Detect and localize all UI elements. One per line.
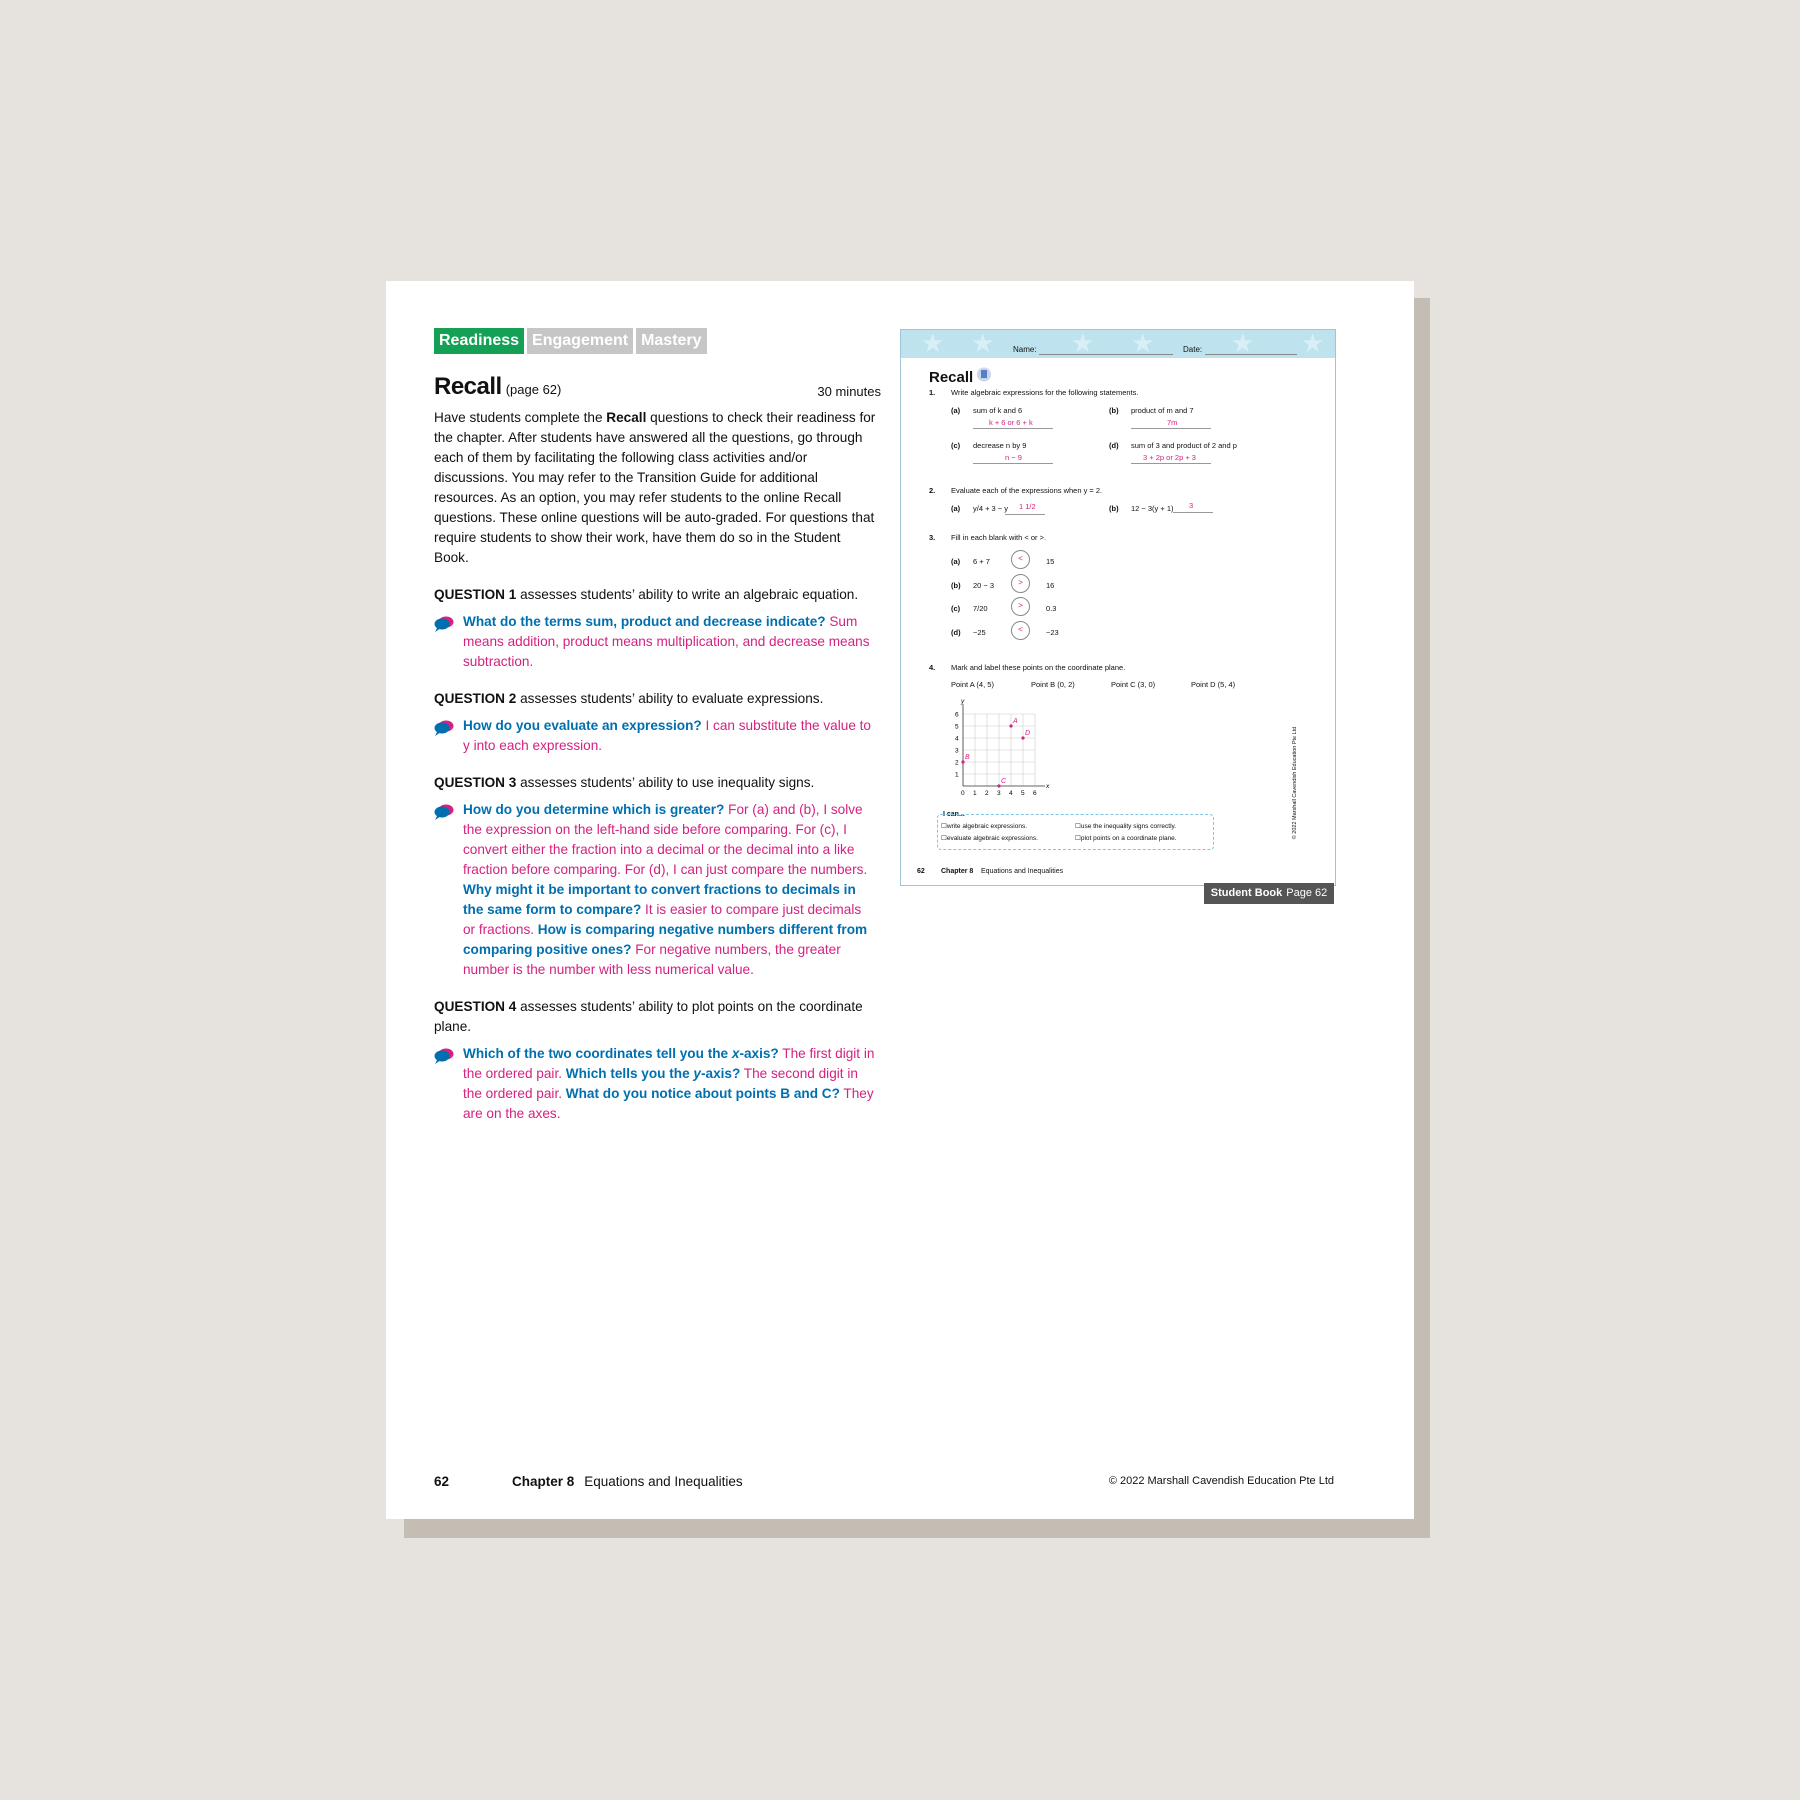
x-tick-label: 4 — [1009, 790, 1013, 797]
x-tick-label: 6 — [1033, 790, 1037, 797]
sb-compare-left: 6 + 7 — [973, 557, 990, 566]
question-label: QUESTION 1 — [434, 587, 517, 602]
ican-title: I can... — [943, 811, 965, 818]
checkbox-icon: ☐ — [941, 823, 947, 830]
discussion-block — [434, 716, 876, 756]
sb-point-label: Point A (4, 5) — [951, 680, 994, 689]
checkbox-icon: ☐ — [1075, 835, 1081, 842]
answer-line — [1173, 512, 1213, 513]
discussion-answer: Sum means addition, product means multiplication, and decrease means subtraction. — [463, 614, 870, 669]
axis-letter: x — [731, 1046, 740, 1061]
sb-point-label: Point C (3, 0) — [1111, 680, 1156, 689]
book-icon — [977, 367, 991, 382]
sb-compare-left: −25 — [973, 628, 986, 637]
point-label: A — [1013, 718, 1018, 725]
sb-footer-chapter: Chapter 8 — [941, 868, 974, 875]
question-2-heading — [434, 689, 876, 709]
discussion-block — [434, 800, 876, 980]
speech-bubble-icon — [434, 800, 463, 980]
x-axis-label: x — [1046, 783, 1050, 790]
sb-q-number: 3. — [929, 533, 936, 542]
star-icon: ★ — [1071, 329, 1095, 358]
chapter-label: Chapter 8 — [512, 1474, 575, 1489]
question-label: QUESTION 2 — [434, 691, 517, 706]
question-1-heading — [434, 585, 876, 605]
question-label: QUESTION 3 — [434, 775, 517, 790]
discussion-question-end: -axis? — [739, 1046, 779, 1061]
student-book-page-label — [1204, 883, 1334, 904]
discussion-answer: The second digit in the ordered pair. — [463, 1066, 858, 1101]
y-tick-label: 5 — [955, 723, 959, 731]
x-tick-label: 3 — [997, 790, 1001, 797]
name-label: Name: — [1013, 345, 1037, 354]
speech-bubble-icon — [434, 716, 463, 756]
sb-item-tag: (a) — [951, 406, 961, 415]
tab-mastery: Mastery — [636, 328, 706, 354]
sb-item-tag: (a) — [951, 504, 961, 513]
intro-bold: Recall — [606, 410, 647, 425]
sb-footer-page: 62 — [917, 868, 925, 875]
student-book-title — [929, 367, 991, 386]
sb-item-text: y/4 + 3 − y — [973, 504, 1009, 513]
sb-q4-text: Mark and label these points on the coordinate plane. — [951, 663, 1126, 672]
sb-compare-left: 20 − 3 — [973, 581, 995, 590]
star-icon: ★ — [921, 329, 945, 358]
y-tick-label: 1 — [955, 771, 959, 779]
student-book-page — [900, 329, 1336, 886]
intro-paragraph — [434, 408, 876, 568]
star-icon: ★ — [971, 329, 995, 358]
date-label: Date: — [1183, 345, 1203, 354]
discussion-answer: The first digit in the ordered pair. — [463, 1046, 875, 1081]
discussion-question: How do you determine which is greater? — [463, 802, 725, 817]
question-desc: assesses students’ ability to evaluate expressions. — [516, 691, 824, 706]
sb-point-label: Point B (0, 2) — [1031, 680, 1075, 689]
page-number: 62 — [434, 1474, 450, 1489]
question-desc: assesses students’ ability to write an algebraic equation. — [516, 587, 859, 602]
sb-compare-sign: > — [1011, 574, 1030, 593]
x-tick-label: 2 — [985, 790, 989, 797]
sb-point-label: Point D (5, 4) — [1191, 680, 1236, 689]
sb-footer-title: Equations and Inequalities — [981, 868, 1064, 875]
axis-letter: y — [693, 1066, 701, 1081]
sb-compare-right: 15 — [1046, 557, 1055, 566]
speech-bubble-icon — [434, 1044, 463, 1124]
discussion-question: How do you evaluate an expression? — [463, 718, 702, 733]
lesson-stage-tabs — [434, 328, 707, 354]
ican-item — [941, 822, 1027, 830]
ican-item-text: plot points on a coordinate plane. — [1080, 835, 1177, 842]
question-label: QUESTION 4 — [434, 999, 517, 1014]
duration: 30 minutes — [817, 384, 881, 399]
star-icon: ★ — [1231, 329, 1255, 358]
sb-item-text: sum of 3 and product of 2 and p — [1131, 441, 1237, 450]
question-desc: assesses students’ ability to use inequality signs. — [516, 775, 815, 790]
sb-compare-right: 0.3 — [1046, 604, 1057, 613]
checkbox-icon: ☐ — [1075, 823, 1081, 830]
answer-line — [1005, 514, 1045, 515]
y-tick-label: 2 — [955, 759, 959, 767]
question-desc: assesses students’ ability to plot points on the coordinate plane. — [434, 999, 863, 1034]
question-3-heading — [434, 773, 876, 793]
answer-line — [973, 463, 1053, 464]
star-icon: ★ — [1131, 329, 1155, 358]
sb-answer: 1 1/2 — [1019, 502, 1036, 511]
chapter-footer — [512, 1474, 743, 1489]
sb-q-number: 4. — [929, 663, 936, 672]
label-bold: Student Book — [1210, 887, 1283, 899]
sb-compare-sign: < — [1011, 621, 1030, 640]
title-text: Recall — [434, 373, 502, 400]
sb-item-tag: (d) — [1109, 441, 1119, 450]
y-tick-label: 3 — [955, 747, 959, 755]
ican-item — [941, 834, 1038, 842]
sb-item-tag: (c) — [951, 441, 961, 450]
checkbox-icon: ☐ — [941, 835, 947, 842]
sb-item-text: 12 − 3(y + 1) — [1131, 504, 1174, 513]
discussion-question: How is comparing negative numbers different from comparing positive ones? — [463, 922, 868, 957]
answer-line — [1131, 428, 1211, 429]
decorative-star-band — [901, 330, 1335, 358]
sb-title-text: Recall — [929, 369, 974, 386]
sb-q3-text: Fill in each blank with < or >. — [951, 533, 1047, 542]
sb-answer: 3 — [1189, 501, 1194, 510]
sb-item-tag: (a) — [951, 557, 961, 566]
sb-compare-right: 16 — [1046, 581, 1055, 590]
sb-compare-left: 7/20 — [973, 604, 988, 613]
ican-item — [1075, 822, 1176, 830]
sb-item-tag: (b) — [951, 581, 961, 590]
sb-item-tag: (c) — [951, 604, 961, 613]
y-tick-label: 4 — [955, 735, 959, 743]
sb-answer: k + 6 or 6 + k — [989, 418, 1033, 427]
y-axis-label: y — [961, 698, 965, 705]
discussion-question: Which of the two coordinates tell you the — [463, 1046, 732, 1061]
point-label: B — [965, 754, 970, 761]
ican-item-text: write algebraic expressions. — [946, 823, 1028, 830]
discussion-question: What do the terms sum, product and decrease indicate? — [463, 614, 826, 629]
discussion-answer: It is easier to compare just decimals or fractions. — [463, 902, 862, 937]
sb-answer: 3 + 2p or 2p + 3 — [1143, 453, 1196, 462]
ican-item — [1075, 834, 1177, 842]
sb-item-text: product of m and 7 — [1131, 406, 1194, 415]
x-tick-label: 5 — [1021, 790, 1025, 797]
ican-item-text: evaluate algebraic expressions. — [946, 835, 1038, 842]
ican-item-text: use the inequality signs correctly. — [1080, 823, 1177, 830]
y-tick-label: 6 — [955, 711, 959, 719]
sb-answer: 7m — [1167, 418, 1178, 427]
intro-text: Have students complete the — [434, 410, 607, 425]
tab-engagement: Engagement — [527, 328, 633, 354]
name-line — [1039, 354, 1173, 355]
discussion-answer: They are on the axes. — [463, 1086, 874, 1121]
teacher-guide-page — [386, 281, 1414, 1519]
discussion-block — [434, 612, 876, 672]
sb-item-tag: (d) — [951, 628, 961, 637]
chapter-title: Equations and Inequalities — [584, 1474, 743, 1489]
sb-compare-sign: < — [1011, 550, 1030, 569]
question-4-heading — [434, 997, 876, 1037]
star-icon: ★ — [1301, 329, 1325, 358]
sb-item-text: decrease n by 9 — [973, 441, 1027, 450]
sb-compare-right: −23 — [1046, 628, 1059, 637]
sb-answer: n − 9 — [1005, 453, 1022, 462]
coordinate-plane — [949, 692, 1059, 802]
speech-bubble-icon — [434, 612, 463, 672]
discussion-block — [434, 1044, 876, 1124]
discussion-answer: For negative numbers, the greater number is the number with less numerical value. — [463, 942, 841, 977]
x-tick-label: 0 — [961, 790, 965, 797]
point-label: C — [1001, 778, 1007, 785]
discussion-question: Why might it be important to convert fractions to decimals in the same form to compare? — [463, 882, 856, 917]
teacher-notes — [434, 408, 876, 1141]
x-tick-label: 1 — [973, 790, 977, 797]
sb-q-number: 2. — [929, 486, 936, 495]
label-rest: Page 62 — [1286, 887, 1328, 899]
page-reference: (page 62) — [505, 382, 562, 397]
discussion-answer: I can substitute the value to y into each expression. — [463, 718, 871, 753]
sb-q1-text: Write algebraic expressions for the following statements. — [951, 388, 1139, 397]
date-line — [1205, 354, 1297, 355]
tab-readiness: Readiness — [434, 328, 524, 354]
discussion-answer: For (a) and (b), I solve the expression on the left-hand side before comparing. For (c), I convert either the fraction into a decimal or the decimal into a like fraction before comparing. For (d), I can just compare the numbers. — [463, 802, 868, 877]
answer-line — [1131, 463, 1211, 464]
sb-q-number: 1. — [929, 388, 936, 397]
sb-q2-text: Evaluate each of the expressions when y = 2. — [951, 486, 1103, 495]
answer-line — [973, 428, 1053, 429]
copyright: © 2022 Marshall Cavendish Education Pte Ltd — [1108, 1475, 1334, 1487]
sb-compare-sign: > — [1011, 597, 1030, 616]
ican-checklist — [937, 814, 1214, 850]
discussion-question: Which tells you the — [562, 1066, 694, 1081]
point-label: D — [1025, 730, 1031, 737]
section-title — [434, 373, 561, 401]
sb-item-text: sum of k and 6 — [973, 406, 1023, 415]
sb-side-copyright: © 2022 Marshall Cavendish Education Pte Ltd — [1292, 726, 1298, 840]
discussion-question: What do you notice about points B and C? — [562, 1086, 840, 1101]
sb-item-tag: (b) — [1109, 504, 1119, 513]
intro-text-rest: questions to check their readiness for the chapter. After students have answered all the questions, go through each of them by facilitating the following class activities and/or discussions. You may refer to the Transition Guide for additional resources. As an option, you may refer students to the online Recall questions. These online questions will be auto-graded. For questions that require students to show their work, have them do so in the Student Book. — [434, 410, 876, 565]
discussion-question-end: -axis? — [700, 1066, 741, 1081]
sb-item-tag: (b) — [1109, 406, 1119, 415]
